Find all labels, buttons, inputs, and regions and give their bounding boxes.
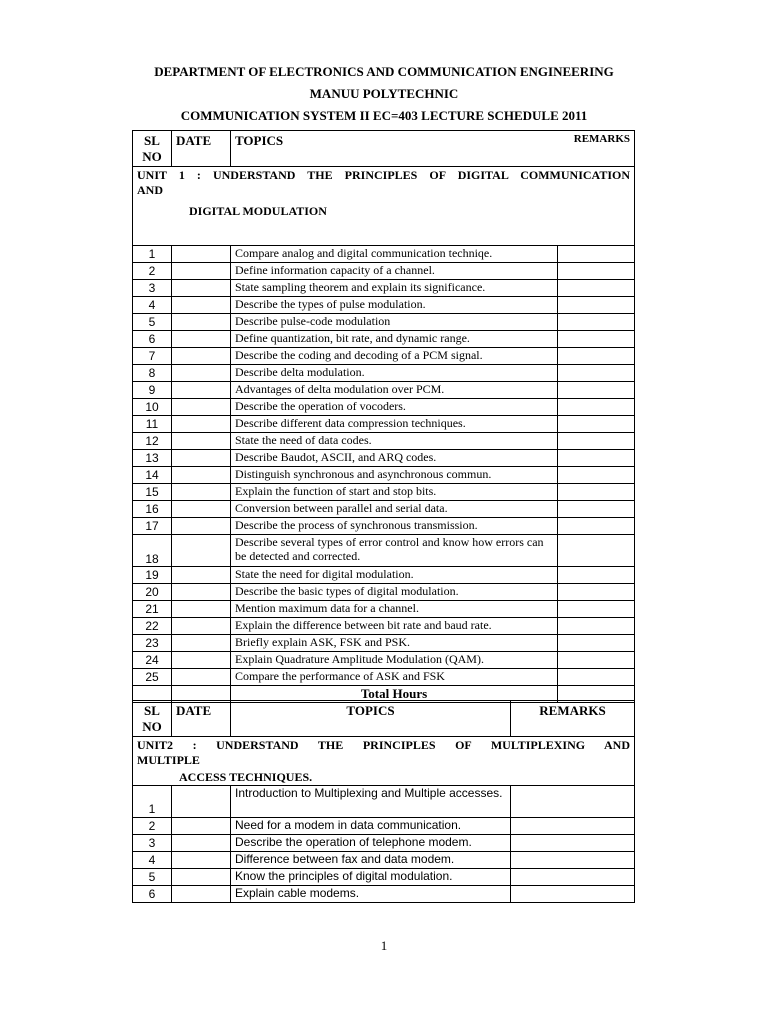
total-hours-label: Total Hours [231, 686, 558, 703]
topic-cell: Distinguish synchronous and asynchronous commun. [231, 467, 558, 484]
topic-cell: State the need for digital modulation. [231, 567, 558, 584]
remarks-cell [511, 786, 635, 818]
table-row [133, 365, 635, 382]
schedule-title: COMMUNICATION SYSTEM II EC=403 LECTURE SCHEDULE 2011 [180, 108, 588, 123]
topic-cell: Explain the function of start and stop bits. [231, 484, 558, 501]
remarks-cell [558, 246, 635, 263]
date-cell [172, 314, 231, 331]
institution-heading: MANUU POLYTECHNIC [309, 86, 459, 101]
sl-number-cell: 20 [133, 584, 172, 601]
topic-cell: Describe the coding and decoding of a PCM signal. [231, 348, 558, 365]
topic-cell: Difference between fax and data modem. [231, 852, 511, 869]
table-row [133, 314, 635, 331]
sl-number-cell: 22 [133, 618, 172, 635]
date-header: DATE [172, 131, 231, 167]
table-row [133, 852, 635, 869]
date-cell [172, 433, 231, 450]
date-cell [172, 518, 231, 535]
remarks-cell [558, 584, 635, 601]
sl-number-cell: 3 [133, 280, 172, 297]
topic-cell: Describe the process of synchronous transmission. [231, 518, 558, 535]
table-row [133, 246, 635, 263]
sl-number-cell: 25 [133, 669, 172, 686]
sl-number-cell: 3 [133, 835, 172, 852]
topic-cell: Describe the types of pulse modulation. [231, 297, 558, 314]
table-row [133, 484, 635, 501]
sl-number-cell: 6 [133, 331, 172, 348]
topic-cell: Compare the performance of ASK and FSK [231, 669, 558, 686]
remarks-cell [558, 501, 635, 518]
date-cell [172, 652, 231, 669]
topic-cell: Describe the basic types of digital modulation. [231, 584, 558, 601]
sl-number-cell: 19 [133, 567, 172, 584]
date-cell [172, 297, 231, 314]
table-row [133, 535, 635, 567]
topic-cell: Define quantization, bit rate, and dynamic range. [231, 331, 558, 348]
unit2-heading: UNIT2 : UNDERSTAND THE PRINCIPLES OF MULTIPLEXING AND MULTIPLE ACCESS TECHNIQUES. [133, 737, 635, 786]
remarks-cell [558, 365, 635, 382]
sl-number-cell: 23 [133, 635, 172, 652]
remarks-cell [558, 382, 635, 399]
sl-number-cell: 12 [133, 433, 172, 450]
sl-number-cell: 6 [133, 886, 172, 903]
topic-cell: Explain cable modems. [231, 886, 511, 903]
topic-cell: State the need of data codes. [231, 433, 558, 450]
sl-number-cell: 21 [133, 601, 172, 618]
sl-number-cell: 1 [133, 786, 172, 818]
date-header: DATE [172, 701, 231, 737]
remarks-cell [511, 835, 635, 852]
remarks-header: REMARKS [558, 131, 635, 167]
remarks-cell [558, 399, 635, 416]
table-row [133, 818, 635, 835]
date-cell [172, 886, 231, 903]
topic-cell: Conversion between parallel and serial data. [231, 501, 558, 518]
table-row [133, 467, 635, 484]
table-row [133, 886, 635, 903]
remarks-cell [558, 314, 635, 331]
table-row [133, 567, 635, 584]
topic-cell: Know the principles of digital modulation. [231, 869, 511, 886]
remarks-cell [558, 450, 635, 467]
date-cell [172, 669, 231, 686]
date-cell [172, 618, 231, 635]
remarks-cell [558, 280, 635, 297]
date-cell [172, 263, 231, 280]
table-row [133, 331, 635, 348]
sl-number-cell: 1 [133, 246, 172, 263]
table-row [133, 601, 635, 618]
topics-header: TOPICS [231, 701, 511, 737]
sl-number-cell: 18 [133, 535, 172, 567]
topic-cell: Explain the difference between bit rate and baud rate. [231, 618, 558, 635]
sl-number-cell: 16 [133, 501, 172, 518]
date-cell [172, 280, 231, 297]
remarks-cell [511, 852, 635, 869]
sl-number-cell: 5 [133, 314, 172, 331]
date-cell [172, 601, 231, 618]
topic-cell: State sampling theorem and explain its significance. [231, 280, 558, 297]
sl-number-cell: 7 [133, 348, 172, 365]
sl-number-cell: 17 [133, 518, 172, 535]
topic-cell: Describe several types of error control and know how errors can be detected and corrected. [231, 535, 558, 567]
table-row [133, 786, 635, 818]
table-row [133, 348, 635, 365]
remarks-cell [558, 263, 635, 280]
remarks-cell [511, 818, 635, 835]
table-row [133, 450, 635, 467]
page-number: 1 [380, 938, 388, 953]
unit1-schedule-table [132, 130, 635, 703]
topic-cell: Describe Baudot, ASCII, and ARQ codes. [231, 450, 558, 467]
unit-heading-row [133, 737, 635, 786]
date-cell [172, 501, 231, 518]
table-row [133, 297, 635, 314]
remarks-cell [558, 484, 635, 501]
topic-cell: Define information capacity of a channel. [231, 263, 558, 280]
table-row [133, 584, 635, 601]
sl-number-cell: 11 [133, 416, 172, 433]
sl-number-cell: 4 [133, 297, 172, 314]
table-row [133, 382, 635, 399]
sl-number-cell: 4 [133, 852, 172, 869]
table-row [133, 280, 635, 297]
table-row [133, 501, 635, 518]
date-cell [172, 365, 231, 382]
remarks-cell [558, 535, 635, 567]
date-cell [172, 584, 231, 601]
table-row [133, 433, 635, 450]
table-row [133, 416, 635, 433]
date-cell [172, 399, 231, 416]
date-cell [172, 382, 231, 399]
sl-no-header: SL NO [133, 131, 172, 167]
sl-number-cell: 5 [133, 869, 172, 886]
remarks-cell [558, 297, 635, 314]
remarks-cell [558, 416, 635, 433]
table-row [133, 652, 635, 669]
date-cell [172, 869, 231, 886]
sl-number-cell: 8 [133, 365, 172, 382]
date-cell [172, 450, 231, 467]
sl-number-cell: 2 [133, 263, 172, 280]
remarks-cell [558, 635, 635, 652]
date-cell [172, 835, 231, 852]
remarks-cell [558, 567, 635, 584]
topic-cell: Compare analog and digital communication techniqe. [231, 246, 558, 263]
remarks-cell [511, 869, 635, 886]
topic-cell: Advantages of delta modulation over PCM. [231, 382, 558, 399]
topics-header: TOPICS [231, 131, 558, 167]
remarks-cell [558, 618, 635, 635]
remarks-cell [511, 886, 635, 903]
date-cell [172, 852, 231, 869]
table-row [133, 669, 635, 686]
date-cell [172, 246, 231, 263]
table-row [133, 263, 635, 280]
topic-cell: Explain Quadrature Amplitude Modulation (QAM). [231, 652, 558, 669]
date-cell [172, 348, 231, 365]
date-cell [172, 786, 231, 818]
remarks-cell [558, 652, 635, 669]
date-cell [172, 535, 231, 567]
topic-cell: Describe different data compression techniques. [231, 416, 558, 433]
topic-cell: Describe the operation of telephone modem. [231, 835, 511, 852]
sl-number-cell: 15 [133, 484, 172, 501]
sl-number-cell: 13 [133, 450, 172, 467]
date-cell [172, 484, 231, 501]
remarks-cell [558, 331, 635, 348]
table-row [133, 835, 635, 852]
unit1-heading: UNIT 1 : UNDERSTAND THE PRINCIPLES OF DIGITAL COMMUNICATION AND DIGITAL MODULATION [133, 167, 635, 246]
sl-no-header: SL NO [133, 701, 172, 737]
date-cell [172, 331, 231, 348]
unit-heading-row [133, 167, 635, 246]
table-row [133, 618, 635, 635]
table-row [133, 399, 635, 416]
date-cell [172, 467, 231, 484]
sl-number-cell: 2 [133, 818, 172, 835]
date-cell [172, 567, 231, 584]
remarks-cell [558, 433, 635, 450]
date-cell [172, 416, 231, 433]
topic-cell: Introduction to Multiplexing and Multiple accesses. [231, 786, 511, 818]
topic-cell: Need for a modem in data communication. [231, 818, 511, 835]
unit2-schedule-table [132, 700, 635, 903]
topic-cell: Mention maximum data for a channel. [231, 601, 558, 618]
table-row [133, 518, 635, 535]
sl-number-cell: 14 [133, 467, 172, 484]
remarks-cell [558, 348, 635, 365]
remarks-cell [558, 518, 635, 535]
table-row [133, 635, 635, 652]
department-heading: DEPARTMENT OF ELECTRONICS AND COMMUNICATION ENGINEERING [154, 64, 614, 79]
topic-cell: Describe the operation of vocoders. [231, 399, 558, 416]
remarks-cell [558, 669, 635, 686]
topic-cell: Describe delta modulation. [231, 365, 558, 382]
sl-number-cell: 10 [133, 399, 172, 416]
remarks-header: REMARKS [511, 701, 635, 737]
topic-cell: Briefly explain ASK, FSK and PSK. [231, 635, 558, 652]
table-row [133, 869, 635, 886]
sl-number-cell: 24 [133, 652, 172, 669]
table-header-row [133, 701, 635, 737]
date-cell [172, 635, 231, 652]
remarks-cell [558, 601, 635, 618]
table-header-row [133, 131, 635, 167]
sl-number-cell: 9 [133, 382, 172, 399]
remarks-cell [558, 467, 635, 484]
date-cell [172, 818, 231, 835]
topic-cell: Describe pulse-code modulation [231, 314, 558, 331]
